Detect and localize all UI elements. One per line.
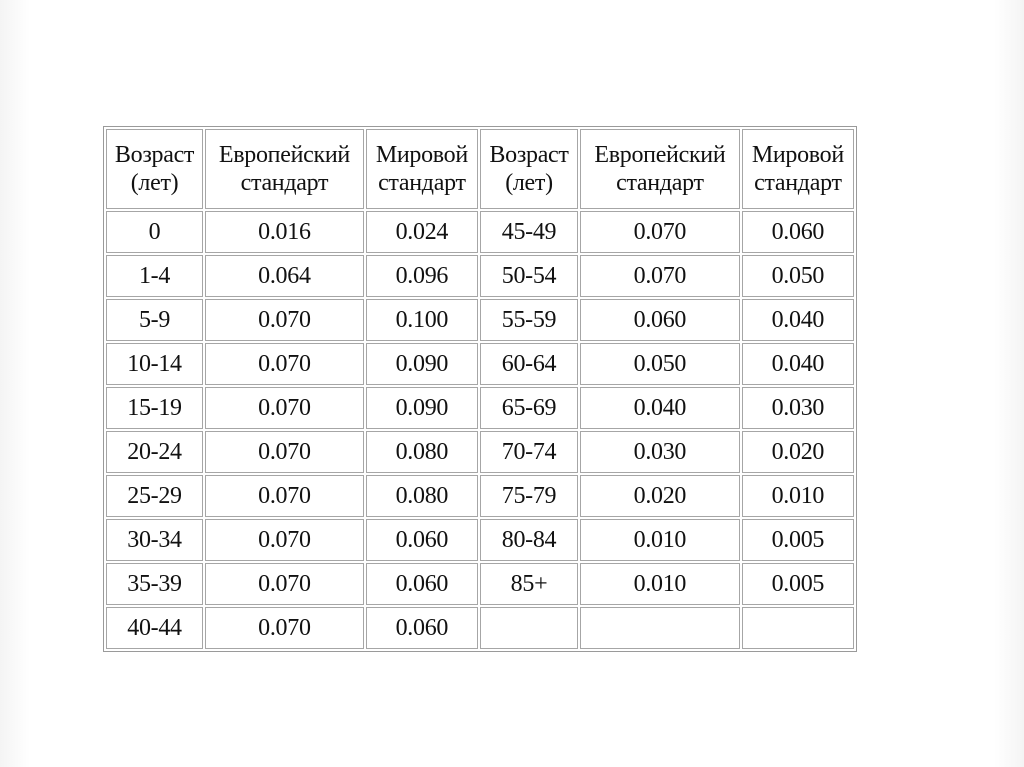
table-cell: 0.010 [742,475,854,517]
table-cell: 1-4 [106,255,203,297]
table-row [106,563,854,605]
table-cell: 15-19 [106,387,203,429]
table-cell-empty [742,607,854,649]
table-cell: 0.060 [580,299,740,341]
header-european-right [580,129,740,209]
table-row [106,211,854,253]
header-line: Мировой [375,142,468,168]
header-age-right [480,129,578,209]
table-row [106,607,854,649]
header-line: стандарт [378,170,466,196]
table-cell: 0.070 [205,519,364,561]
table-cell: 0.080 [366,431,478,473]
table-cell: 45-49 [480,211,578,253]
header-line: (лет) [505,170,553,196]
table-cell: 0.070 [205,387,364,429]
header-world-left [366,129,478,209]
table-cell: 0.040 [580,387,740,429]
table-cell: 0.060 [366,519,478,561]
standard-population-table [103,126,857,652]
header-line: Европейский [594,142,726,168]
table-cell: 0.020 [742,431,854,473]
table-cell: 65-69 [480,387,578,429]
table-cell: 0.090 [366,343,478,385]
table-cell: 30-34 [106,519,203,561]
table-cell: 0.070 [205,607,364,649]
table-cell: 0.080 [366,475,478,517]
header-european-left [205,129,364,209]
table-cell: 0.070 [205,431,364,473]
table-cell: 0.060 [366,563,478,605]
table-cell: 85+ [480,563,578,605]
table-cell: 0.064 [205,255,364,297]
table-cell: 0.070 [580,255,740,297]
table-cell: 80-84 [480,519,578,561]
table-cell: 0.070 [205,563,364,605]
table-cell: 60-64 [480,343,578,385]
table-cell: 50-54 [480,255,578,297]
table-cell: 0.016 [205,211,364,253]
table-cell: 10-14 [106,343,203,385]
table-row [106,431,854,473]
table-cell: 0.096 [366,255,478,297]
table-cell: 0 [106,211,203,253]
header-line: Мировой [751,142,844,168]
table-cell: 0.005 [742,563,854,605]
table-cell: 35-39 [106,563,203,605]
table-cell: 0.030 [742,387,854,429]
table-cell: 0.010 [580,563,740,605]
header-line: стандарт [240,170,329,196]
table-cell: 0.020 [580,475,740,517]
header-line: Возраст [489,142,569,168]
table-cell: 55-59 [480,299,578,341]
table-cell: 0.070 [205,299,364,341]
header-line: Европейский [218,142,350,168]
header-line: Возраст [114,142,195,168]
table-cell: 0.040 [742,299,854,341]
table-cell: 0.070 [205,475,364,517]
table-cell: 0.050 [580,343,740,385]
table-cell: 0.070 [580,211,740,253]
table-cell: 0.090 [366,387,478,429]
table-cell-empty [580,607,740,649]
header-row [106,129,854,209]
table-row [106,519,854,561]
header-world-right [742,129,854,209]
table-cell: 0.060 [742,211,854,253]
table-row [106,475,854,517]
table-cell: 20-24 [106,431,203,473]
table-cell: 40-44 [106,607,203,649]
table-cell: 0.005 [742,519,854,561]
header-line: стандарт [616,170,704,196]
table-cell-empty [480,607,578,649]
header-line: стандарт [754,170,842,196]
table-cell: 0.040 [742,343,854,385]
table-cell: 0.100 [366,299,478,341]
table-row [106,387,854,429]
table-cell: 5-9 [106,299,203,341]
table-cell: 0.010 [580,519,740,561]
table-cell: 25-29 [106,475,203,517]
table-cell: 0.070 [205,343,364,385]
header-line: (лет) [130,170,179,196]
table-cell: 0.050 [742,255,854,297]
table-cell: 0.024 [366,211,478,253]
table-cell: 75-79 [480,475,578,517]
table-cell: 70-74 [480,431,578,473]
table-row [106,343,854,385]
table-row [106,299,854,341]
table-body [106,211,854,649]
table-cell: 0.060 [366,607,478,649]
header-age-left [106,129,203,209]
table-cell: 0.030 [580,431,740,473]
table-row [106,255,854,297]
